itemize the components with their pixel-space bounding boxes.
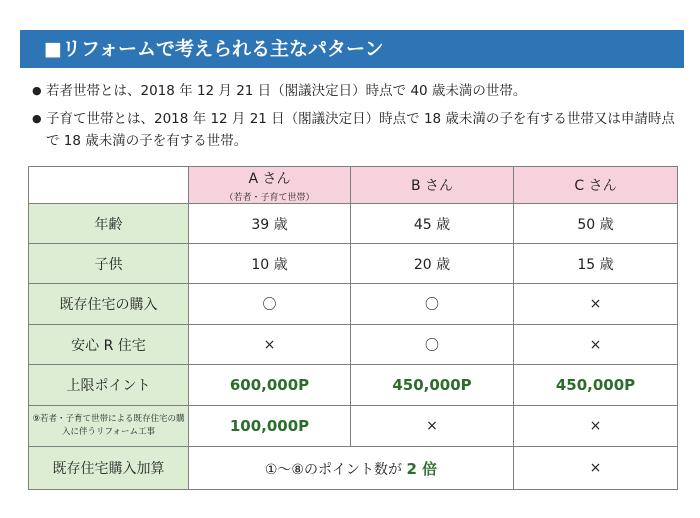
cell-b: 〇: [351, 325, 514, 365]
cell-a: 39 歳: [189, 204, 351, 244]
cell-b: ×: [351, 406, 514, 447]
page-title: ■リフォームで考えられる主なパターン: [20, 30, 684, 68]
cell-c: 15 歳: [514, 244, 678, 284]
cell-c: ×: [514, 447, 678, 490]
cell-b: 450,000P: [351, 365, 514, 406]
table-row: [29, 244, 678, 284]
cell-b: 20 歳: [351, 244, 514, 284]
table-row: [29, 406, 678, 447]
bullet-icon: ●: [32, 112, 42, 125]
table-header-row: [29, 167, 678, 204]
header-a-name: A さん: [248, 170, 291, 187]
cell-c: 50 歳: [514, 204, 678, 244]
row-label: 既存住宅の購入: [29, 284, 189, 325]
cell-c: ×: [514, 284, 678, 325]
header-b: [351, 167, 514, 204]
cell-c: ×: [514, 406, 678, 447]
cell-a: 10 歳: [189, 244, 351, 284]
row-label: ⑨若者・子育て世帯による既存住宅の購入に伴うリフォーム工事: [29, 406, 189, 447]
cell-b: 45 歳: [351, 204, 514, 244]
table-row: [29, 284, 678, 325]
table-row: [29, 204, 678, 244]
header-a-sub: （若者・子育て世帯）: [224, 192, 315, 203]
note-text: 若者世帯とは、2018 年 12 月 21 日（閣議決定日）時点で 40 歳未満の世帯。: [46, 83, 527, 99]
cell-a: 100,000P: [189, 406, 351, 447]
header-c: [514, 167, 678, 204]
bullet-icon: ●: [32, 84, 42, 97]
header-blank: [29, 167, 189, 204]
note-young-household: [34, 80, 684, 102]
cell-c: ×: [514, 325, 678, 365]
cell-b: 〇: [351, 284, 514, 325]
merged-multiplier: 2 倍: [406, 459, 438, 478]
row-label: 既存住宅購入加算: [29, 447, 189, 490]
row-label: 子供: [29, 244, 189, 284]
note-child-household: [34, 108, 684, 152]
notes: [34, 80, 684, 158]
note-text: 子育て世帯とは、2018 年 12 月 21 日（閣議決定日）時点で 18 歳未満の子を有する世帯又は申請時点で 18 歳未満の子を有する世帯。: [46, 111, 675, 149]
pattern-table: [28, 166, 678, 490]
merged-text: ①～⑧のポイント数が: [264, 461, 407, 478]
table-row: [29, 447, 678, 490]
row-label: 上限ポイント: [29, 365, 189, 406]
row-label: 安心 R 住宅: [29, 325, 189, 365]
header-a: [189, 167, 351, 204]
header-c-name: C さん: [574, 178, 617, 194]
cell-a: ×: [189, 325, 351, 365]
table-row: [29, 365, 678, 406]
cell-c: 450,000P: [514, 365, 678, 406]
cell-a: 600,000P: [189, 365, 351, 406]
cell-a: 〇: [189, 284, 351, 325]
merged-cell-ab: [189, 447, 514, 490]
header-b-name: B さん: [410, 178, 454, 194]
table-row: [29, 325, 678, 365]
row-label: 年齢: [29, 204, 189, 244]
